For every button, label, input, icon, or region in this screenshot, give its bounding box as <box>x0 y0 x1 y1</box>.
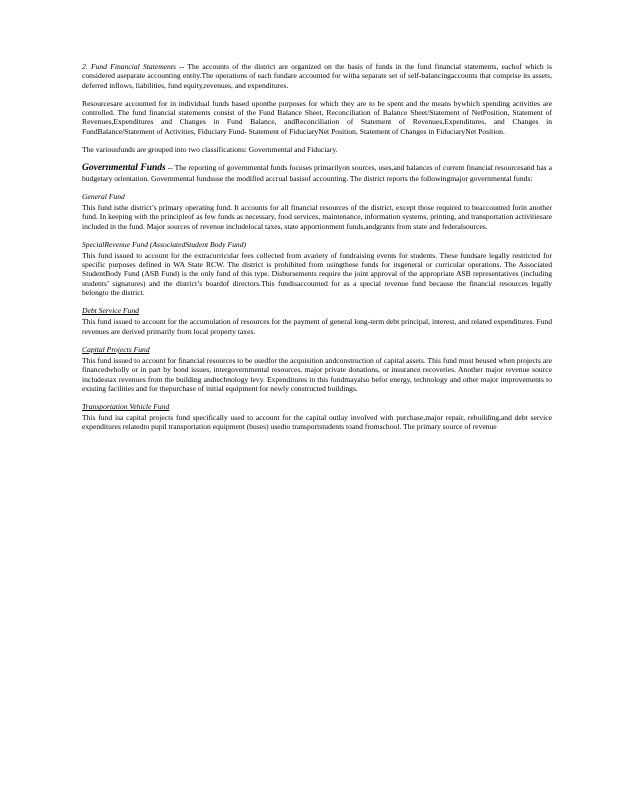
governmental-funds-paragraph <box>82 163 552 183</box>
intro-text: -- The accounts of the district are organized on the basis of funds in the fund financial statements, eachof which is considered aseparate accounting entity.The operations of each fundare accounted for witha separate set of self-balancingaccounts that comprise its assets, deferred inflows, liabilities, fund equity,revenues, and expenditures. <box>82 62 552 90</box>
section-title: General Fund <box>82 191 125 201</box>
intro-paragraph <box>82 62 552 90</box>
section-general-fund <box>82 192 552 231</box>
section-text: This fund issued to account for the extracurricular fees collected from avariety of fundraising events for students. These fundsare legally restricted for specific purposes defined in WA State RCW. The district is prohibited from usingthese funds for itsgeneral or curricular operations. The Associated StudentBody Fund (ASB Fund) is the only fund of this type. Disbursements require the joint approval of the appropriate ASB representatives (including students’ signatures) and the district’s boardof directors.This fundisaccounted for as a special revenue fund because the financial resources legally belongto the district. <box>82 250 552 298</box>
section-text: This fund issued to account for financial resources to be usedfor the acquisition andconstruction of capital assets. This fund must beused when projects are financedwholly or in part by bond issues, intergovernmental resources, major private donations, or insurance recoveries. Another major revenue source includestax revenues from the building andtechnology levy. Expenditures in this fundmayalso befor energy, technology and other major improvements to existing facilities and for thepurchase of initial equipment for newly constructed buildings. <box>82 355 552 393</box>
section-title: Debt Service Fund <box>82 306 139 316</box>
section-transportation-vehicle-fund <box>82 402 552 432</box>
governmental-funds-heading: Governmental Funds <box>82 163 166 174</box>
section-text: This fund issued to account for the accumulation of resources for the payment of general long-term debt principal, interest, and related expenditures. Fund revenues are derived primarily from local property taxes. <box>82 317 552 336</box>
section-text: This fund isthe district’s primary operating fund. It accounts for all financial resources of the district, except those required to beaccounted forin another fund. In keeping with the principleof as few funds as necessary, food services, maintenance, information systems, printing, and transportation activitiesare included in the fund. Major sources of revenue includelocal taxes, state apportionment funds,andgrants from state and federalsources. <box>82 202 552 231</box>
document-page <box>82 62 552 441</box>
classifications-paragraph: The variousfunds are grouped into two classifications: Governmental and Fiduciary. <box>82 145 338 155</box>
resources-paragraph: Resourcesare accounted for in individual funds based uponthe purposes for which they are to be spent and the means bywhich spending activities are controlled. The fund financial statements consist of the Fund Balance Sheet, Reconciliation of Balance Sheet/Statement of NetPosition, Statement of Revenues,Expenditures and Changes in Fund Balance, andReconciliation of Statement of Revenues,Expenditures, and Changes in FundBalance/Statement of Activities, Fiduciary Fund- Statement of FiduciaryNet Position, Statement of Changes in FiduciaryNet Position. <box>82 98 552 136</box>
fund-financial-statements-heading: 2. Fund Financial Statements <box>82 62 176 71</box>
section-special-revenue-fund <box>82 240 552 297</box>
section-text: This fund isa capital projects fund specifically used to account for the capital outlay involved with purchase,major repair, rebuilding,and debt service expenditures relatedto pupil transportation equipment (buses) usedto transportstudents toand fromschool. The primary source of revenue <box>82 413 552 432</box>
governmental-funds-text: -- The reporting of governmental funds focuses primarilyon sources, uses,and balances of current financial resourcesand has a budgetary orientation. Governmental fundsuse the modified accrual basisof accounting. The district reports the followingmajor governmental funds: <box>82 163 553 183</box>
section-title: Capital Projects Fund <box>82 344 150 354</box>
section-capital-projects-fund <box>82 345 552 393</box>
section-debt-service-fund <box>82 306 552 336</box>
section-title: SpecialRevenue Fund (AssociatedStudent Body Fund) <box>82 239 247 249</box>
section-title: Transportation Vehicle Fund <box>82 402 170 412</box>
